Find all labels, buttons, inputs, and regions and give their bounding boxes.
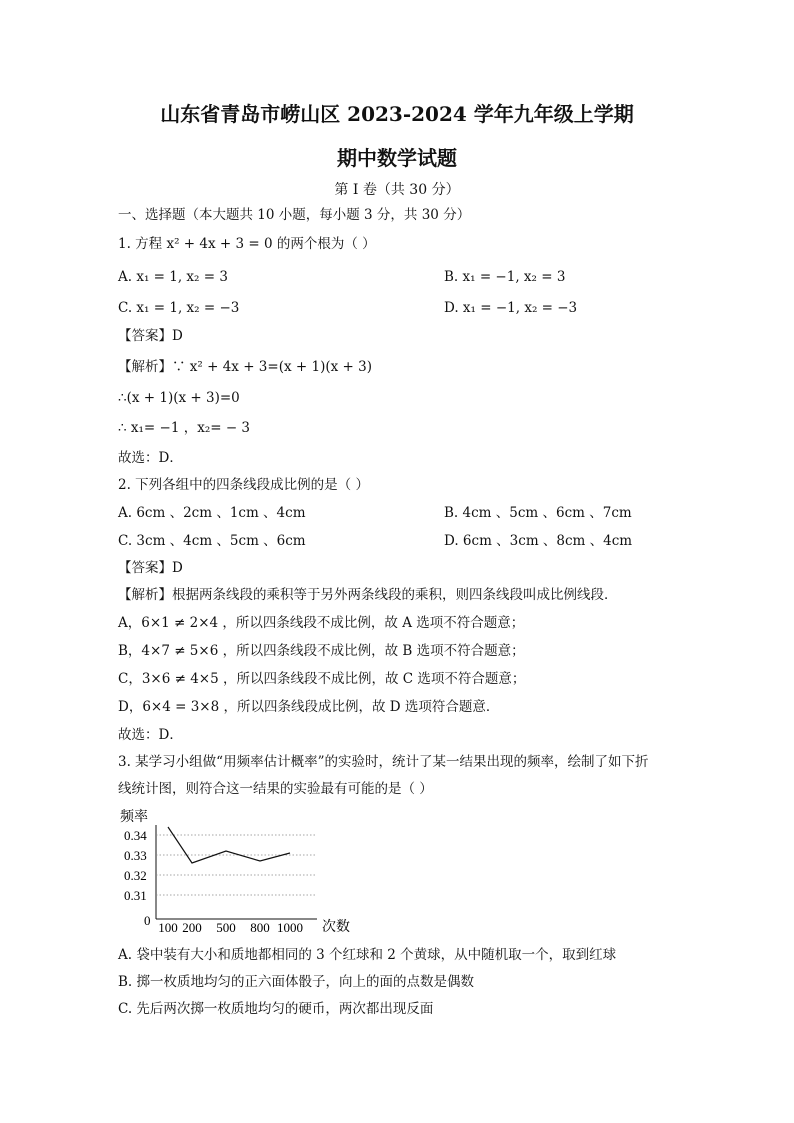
chart-x-axis-label: 次数	[322, 920, 350, 935]
q2-answer: 【答案】D	[118, 560, 183, 576]
q2-conclusion: 故选：D．	[118, 727, 183, 743]
chart-y-axis-label: 频率	[120, 810, 148, 825]
q1-option-a: A. x₁ = 1, x₂ = 3	[118, 269, 228, 285]
chart-y-tick-label: 0.33	[124, 848, 147, 863]
chart-x-tick-label: 800	[250, 920, 270, 935]
q1-option-b: B. x₁ = −1, x₂ = 3	[444, 269, 566, 285]
chart-y-tick-label: 0.34	[124, 828, 147, 843]
chart-x-tick-label: 1000	[277, 920, 303, 935]
q2-stem: 2. 下列各组中的四条线段成比例的是（ ）	[118, 477, 369, 493]
q3-option-b: B. 掷一枚质地均匀的正六面体骰子，向上的面的点数是偶数	[118, 974, 475, 990]
q2-option-a: A. 6cm 、2cm 、1cm 、4cm	[118, 505, 306, 521]
q3-option-c: C. 先后两次掷一枚质地均匀的硬币，两次都出现反面	[118, 1001, 434, 1017]
q2-analysis: 【解析】根据两条线段的乘积等于另外两条线段的乘积，则四条线段叫成比例线段．	[118, 587, 618, 603]
q1-stem: 1. 方程 x² + 4x + 3 = 0 的两个根为（ ）	[118, 236, 376, 252]
q3-option-a: A. 袋中装有大小和质地都相同的 3 个红球和 2 个黄球，从中随机取一个，取到红球	[118, 947, 617, 963]
q1-answer: 【答案】D	[118, 328, 183, 344]
q1-analysis-3: ∴ x₁= −1 ，x₂= − 3	[118, 420, 251, 436]
title-line-1: 山东省青岛市崂山区 2023-2024 学年九年级上学期	[160, 102, 634, 126]
q2-option-d: D. 6cm 、3cm 、8cm 、4cm	[444, 533, 633, 549]
q2-line-d: D，6×4 = 3×8 ，所以四条线段成比例，故 D 选项符合题意．	[118, 699, 500, 715]
chart-series-line	[168, 827, 290, 863]
chart-y-tick-label: 0.31	[124, 888, 147, 903]
q2-line-b: B，4×7 ≠ 5×6 ，所以四条线段不成比例，故 B 选项不符合题意；	[118, 643, 525, 659]
q1-option-d: D. x₁ = −1, x₂ = −3	[444, 300, 578, 316]
q1-analysis-1: 【解析】∵ x² + 4x + 3=(x + 1)(x + 3)	[118, 359, 372, 375]
chart-x-tick-label: 500	[216, 920, 236, 935]
title-line-2: 期中数学试题	[337, 146, 457, 170]
section-heading: 一、选择题（本大题共 10 小题，每小题 3 分，共 30 分）	[118, 207, 471, 223]
q3-stem-line-1: 3. 某学习小组做“用频率估计概率”的实验时，统计了某一结果出现的频率，绘制了如下折	[118, 754, 649, 770]
q2-option-b: B. 4cm 、5cm 、6cm 、7cm	[444, 505, 632, 521]
volume-heading: 第 I 卷（共 30 分）	[334, 182, 460, 198]
q1-analysis-2: ∴(x + 1)(x + 3)=0	[118, 390, 240, 406]
q1-conclusion: 故选：D．	[118, 450, 183, 466]
q2-line-a: A，6×1 ≠ 2×4 ，所以四条线段不成比例，故 A 选项不符合题意；	[118, 615, 525, 631]
q2-option-c: C. 3cm 、4cm 、5cm 、6cm	[118, 533, 306, 549]
q2-line-c: C，3×6 ≠ 4×5 ，所以四条线段不成比例，故 C 选项不符合题意；	[118, 671, 526, 687]
q3-stem-line-2: 线统计图，则符合这一结果的实验最有可能的是（ ）	[118, 781, 433, 797]
frequency-line-chart	[112, 803, 362, 938]
q1-option-c: C. x₁ = 1, x₂ = −3	[118, 300, 240, 316]
chart-x-tick-label: 200	[182, 920, 202, 935]
chart-y-tick-label: 0.32	[124, 868, 147, 883]
chart-x-tick-label: 100	[158, 920, 178, 935]
chart-origin-label: 0	[144, 913, 151, 928]
